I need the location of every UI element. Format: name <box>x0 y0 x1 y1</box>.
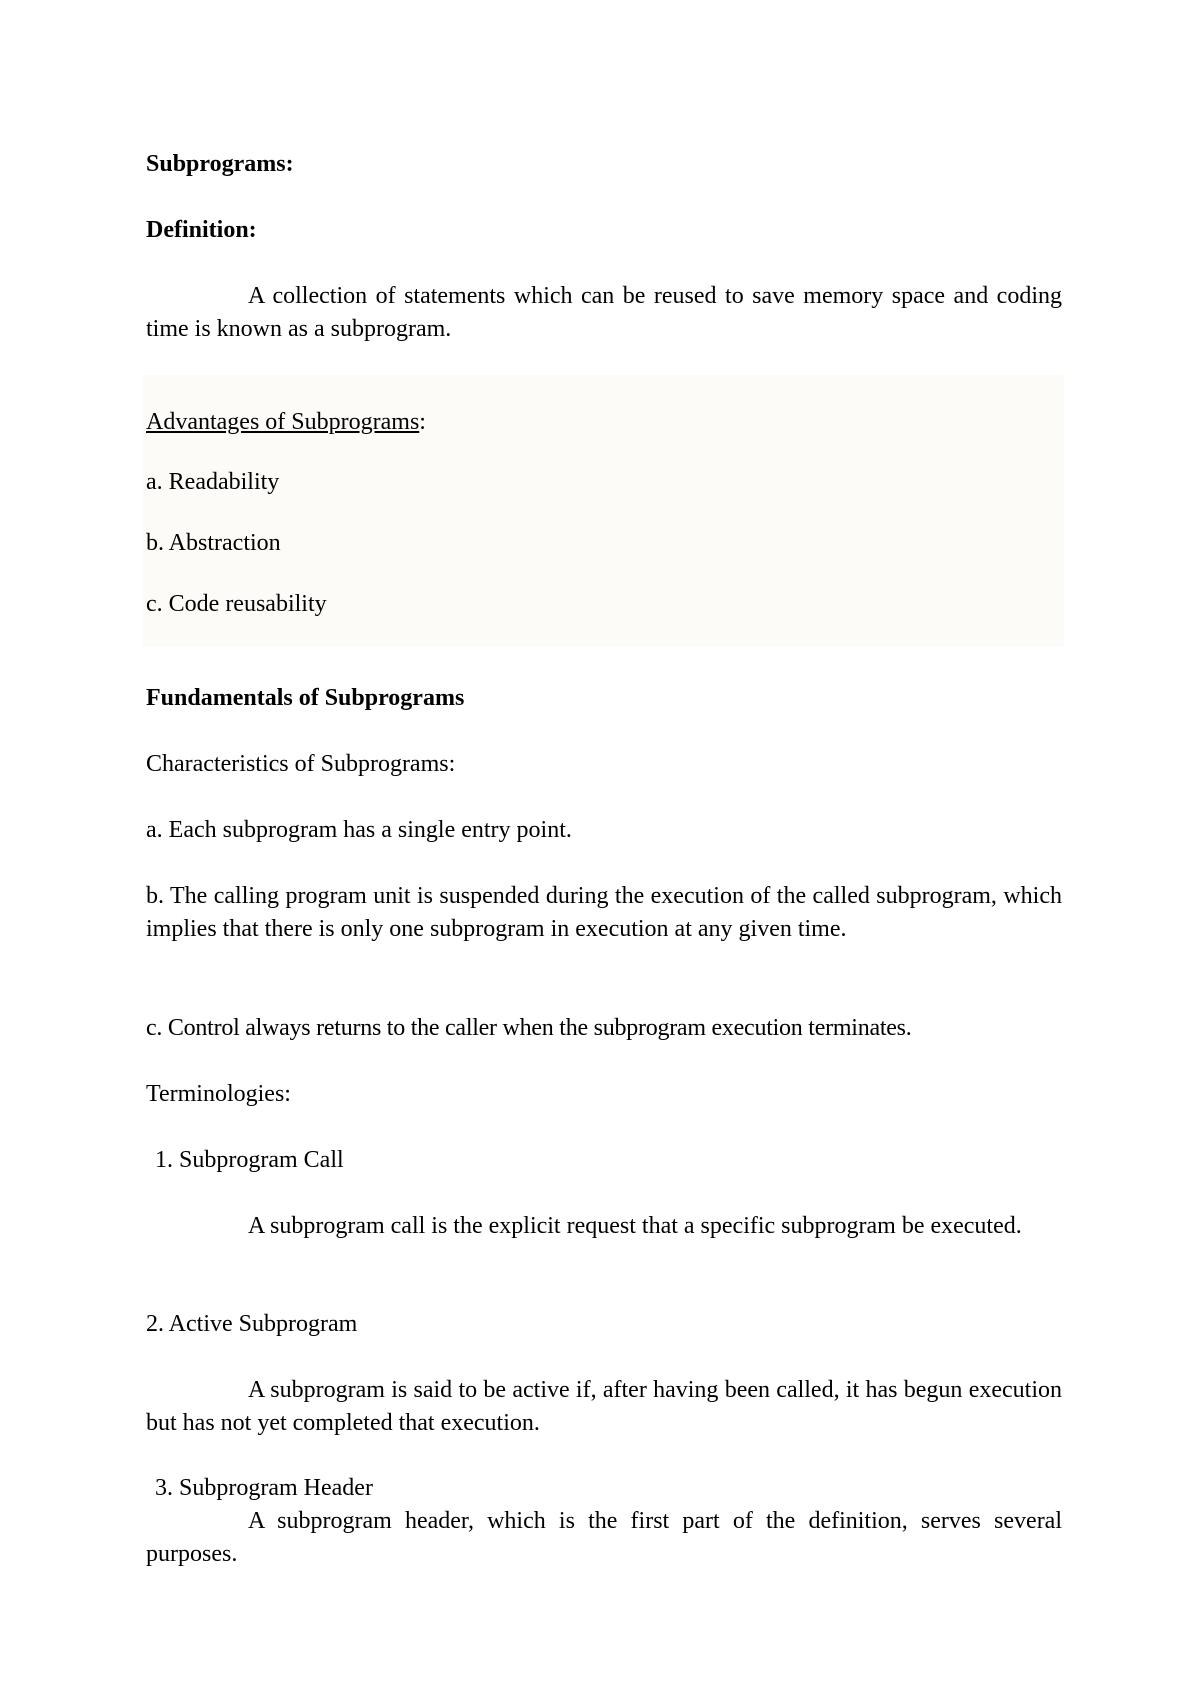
terminology-title: 2. Active Subprogram <box>146 1311 358 1337</box>
characteristic-item: c. Control always returns to the caller when the subprogram execution terminates. <box>146 1015 912 1041</box>
terminology-text: A subprogram call is the explicit request that a specific subprogram be executed. <box>248 1213 1022 1239</box>
definition-label: Definition: <box>146 217 257 243</box>
advantage-item: a. Readability <box>146 469 280 495</box>
characteristic-item: b. The calling program unit is suspended during the execution of the called subprogram, which implies that there is only one subprogram in execution at any given time. <box>146 883 1062 942</box>
characteristic-item: a. Each subprogram has a single entry point. <box>146 817 572 843</box>
document-page <box>146 0 1062 1696</box>
page-heading: Subprograms: <box>146 151 294 177</box>
terminology-title: 3. Subprogram Header <box>155 1475 373 1501</box>
advantages-colon: : <box>419 409 426 435</box>
terminology-title: 1. Subprogram Call <box>155 1147 344 1173</box>
advantages-title: Advantages of Subprograms <box>146 409 420 435</box>
terminologies-label: Terminologies: <box>146 1081 291 1107</box>
fundamentals-heading: Fundamentals of Subprograms <box>146 685 465 711</box>
characteristics-label: Characteristics of Subprograms: <box>146 751 456 777</box>
terminology-text: A subprogram is said to be active if, after having been called, it has begun execution but has not yet completed that execution. <box>146 1377 1062 1436</box>
advantage-item: b. Abstraction <box>146 530 281 556</box>
advantages-title-line <box>146 406 1062 439</box>
advantage-item: c. Code reusability <box>146 591 327 617</box>
terminology-text: A subprogram header, which is the first part of the definition, serves several purposes. <box>146 1508 1062 1567</box>
definition-text: A collection of statements which can be reused to save memory space and coding time is known as a subprogram. <box>146 283 1062 342</box>
